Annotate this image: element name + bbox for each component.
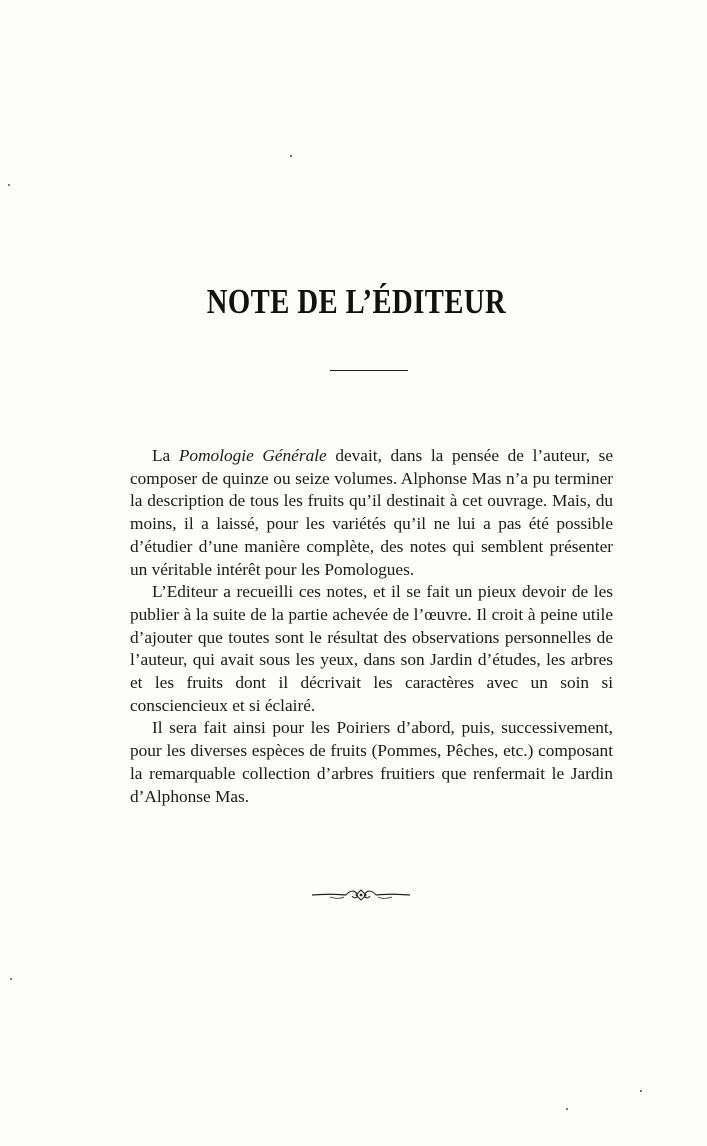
- paragraph-2: L’Editeur a recueilli ces notes, et il se fait un pieux devoir de les publier à la suite de la partie achevée de l’œuvre. Il croit à peine utile d’ajouter que toutes sont le résultat des observations personnelles de l’auteur, qui avait sous les yeux, dans son Jardin d’études, les arbres et les fruits dont il décrivait les caractères avec un soin si consciencieux et si éclairé.: [130, 582, 613, 715]
- paper-speck: [8, 184, 10, 186]
- paper-speck: [640, 1090, 642, 1092]
- paper-speck: [10, 978, 12, 980]
- paper-speck: [566, 1108, 568, 1110]
- paragraph-1: [130, 445, 613, 581]
- paragraph-1-post: devait, dans la pensée de l’auteur, se composer de quinze ou seize volumes. Alphonse Mas n’a pu terminer la description de tous les fruits qu’il destinait à cet ouvrage. Mais, du moins, il a laissé, pour les variétés qu’il ne lui a pas été possible d’étudier d’une manière complète, des notes qui semblent présenter un véritable intérêt pour les Pomologues.: [130, 446, 613, 579]
- title-divider: [330, 370, 408, 371]
- book-title-italic: Pomologie Générale: [178, 446, 327, 465]
- paper-speck: [290, 155, 292, 157]
- decorative-tailpiece-icon: [310, 886, 412, 904]
- note-body: [130, 445, 613, 808]
- paragraph-3: Il sera fait ainsi pour les Poiriers d’abord, puis, successivement, pour les diverses espèces de fruits (Pommes, Pêches, etc.) composant la remarquable collection d’arbres fruitiers que renfermait le Jardin d’Alphonse Mas.: [130, 718, 613, 806]
- page-title: NOTE DE L’ÉDITEUR: [206, 282, 507, 321]
- paragraph-1-pre: La: [152, 446, 179, 465]
